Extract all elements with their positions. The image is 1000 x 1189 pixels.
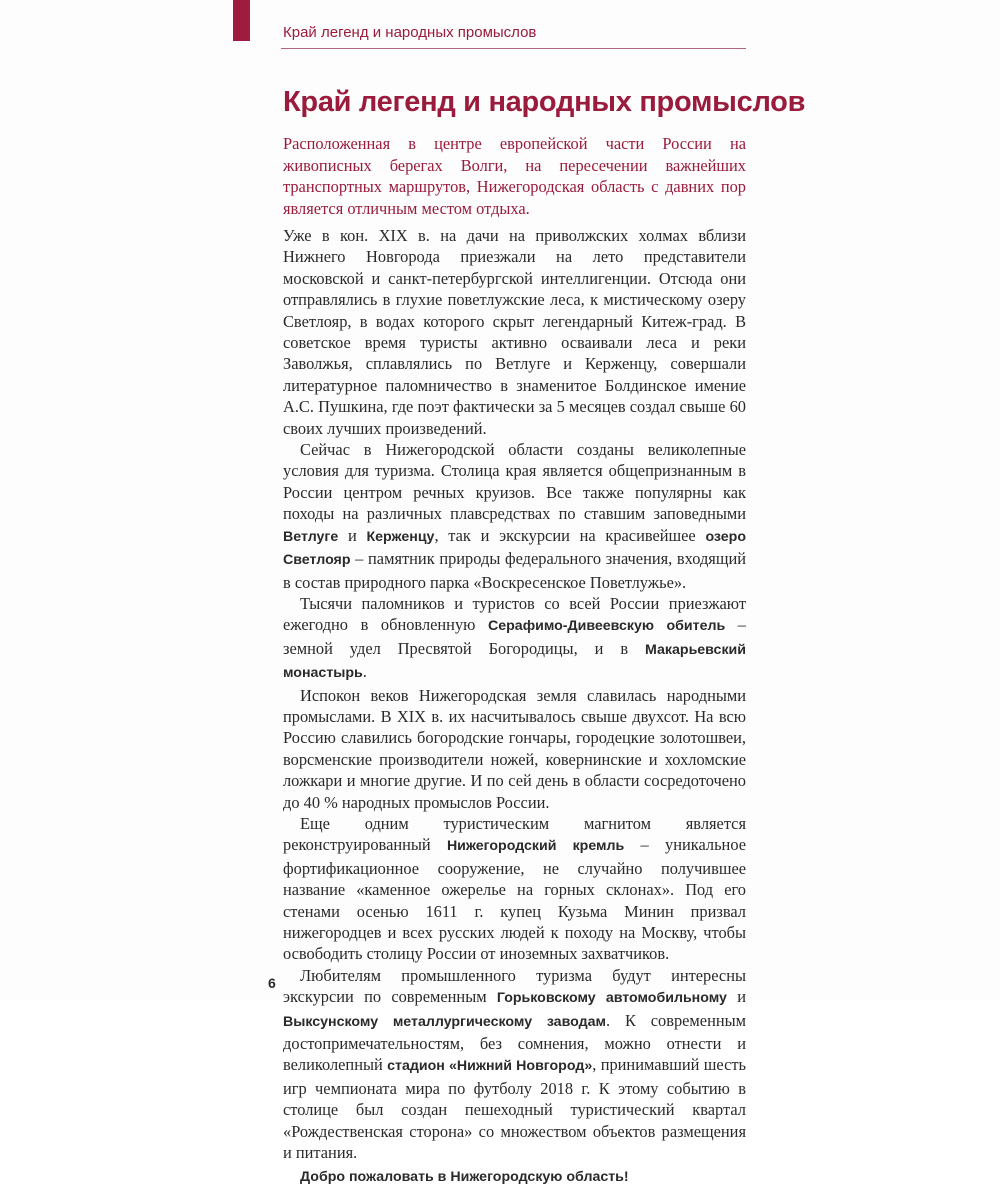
text-run: Сейчас в Нижегородской области созданы великолепные условия для туризма. Столица края является общепризнанным в России центром речных круизов. Все также популярны как походы на различных плавсредствах по ставшим заповедными xyxy=(283,440,746,524)
text-run: , так и экскурсии на красивейшее xyxy=(434,525,706,545)
bold-term-kremlin: Нижегородский кремль xyxy=(446,838,625,855)
paragraph-pilgrims xyxy=(283,593,746,685)
paragraph-crafts: Испокон веков Нижегородская земля славилась народными промыслами. В XIX в. их насчитывалось свыше двухсот. На всю Россию славились богородские гончары, городецкие золотошвеи, ворсменские производители ножей, ковернинские и хохломские ложкари и многие другие. И по сей день в области сосредоточено до 40 % народных промыслов России. xyxy=(283,685,746,812)
text-run: Любителям промышленного туризма будут интересны экскурсии по современным xyxy=(283,965,746,1007)
text-run: Тысячи паломников и туристов со всей России приезжают ежегодно в обновленную xyxy=(283,593,746,635)
bold-term-kerzhenets: Керженцу xyxy=(366,528,435,545)
bold-term-makaryev: Макарьевский монастырь xyxy=(283,641,746,682)
text-run: . xyxy=(362,662,367,682)
header-divider xyxy=(281,48,746,49)
paragraph-industrial xyxy=(283,965,746,1164)
bold-term-vetluga: Ветлуге xyxy=(283,528,339,545)
bold-term-gaz: Горьковскому автомобильному xyxy=(496,990,727,1007)
bold-term-vyksa: Выксунскому металлургическому заводам xyxy=(283,1013,606,1030)
text-run: и xyxy=(338,525,367,545)
text-run: – памятник природы федерального значения, входящий в состав природного парка «Воскресенское Поветлужье». xyxy=(283,549,746,592)
text-run: . К современным достопримечательностям, без сомнения, можно отнести и великолепный xyxy=(283,1010,746,1075)
paragraph-tourism xyxy=(283,439,746,593)
bold-term-diveevo: Серафимо-Дивеевскую обитель xyxy=(488,618,726,635)
paragraph-kremlin xyxy=(283,813,746,965)
closing-welcome: Добро пожаловать в Нижегородскую область! xyxy=(300,1169,629,1186)
running-header: Край легенд и народных промыслов xyxy=(283,24,537,41)
bold-term-svetloyar: озеро Светлояр xyxy=(283,528,747,569)
lead-paragraph: Расположенная в центре европейской части России на живописных берегах Волги, на пересечении важнейших транспортных маршрутов, Нижегородская область с давних пор является отличным местом отдыха. xyxy=(283,134,746,218)
chapter-tab-marker xyxy=(233,0,250,41)
paragraph-history: Уже в кон. XIX в. на дачи на приволжских холмах вблизи Нижнего Новгорода приезжали на лето представители московской и санкт-петербургской интеллигенции. Отсюда они отправлялись в глухие поветлужские леса, к мистическому озеру Светлояр, в водах которого скрыт легендарный Китеж-град. В советское время туристы активно осваивали леса и реки Заволжья, сплавлялись по Ветлуге и Керженцу, совершали литературное паломничество в знаменитое Болдинское имение А.С. Пушкина, где поэт фактически за 5 месяцев создал свыше 60 своих лучших произведений. xyxy=(283,226,746,438)
page-number: 6 xyxy=(268,975,276,991)
page-title: Край легенд и народных промыслов xyxy=(283,86,806,118)
text-run: – уникальное фортификационное сооружение, не случайно получившее название «каменное ожерелье на горных склонах». Под его стенами осенью 1611 г. купец Кузьма Минин призвал нижегородцев и всех русских людей к походу на Москву, чтобы освободить столицу России от иноземных захватчиков. xyxy=(283,835,746,964)
bold-term-stadium: стадион «Нижний Новгород» xyxy=(387,1058,593,1075)
closing-line xyxy=(283,1165,746,1188)
body-text xyxy=(283,225,746,1189)
text-run: – земной удел Пресвятой Богородицы, и в xyxy=(283,615,746,658)
text-run: Еще одним туристическим магнитом является реконструированный xyxy=(283,813,746,855)
text-run: и xyxy=(726,987,746,1007)
text-run: , принимавший шесть игр чемпионата мира по футболу 2018 г. К этому событию в столице был создан пешеходный туристический квартал «Рождественская сторона» со множеством объектов размещения и питания. xyxy=(283,1055,746,1163)
